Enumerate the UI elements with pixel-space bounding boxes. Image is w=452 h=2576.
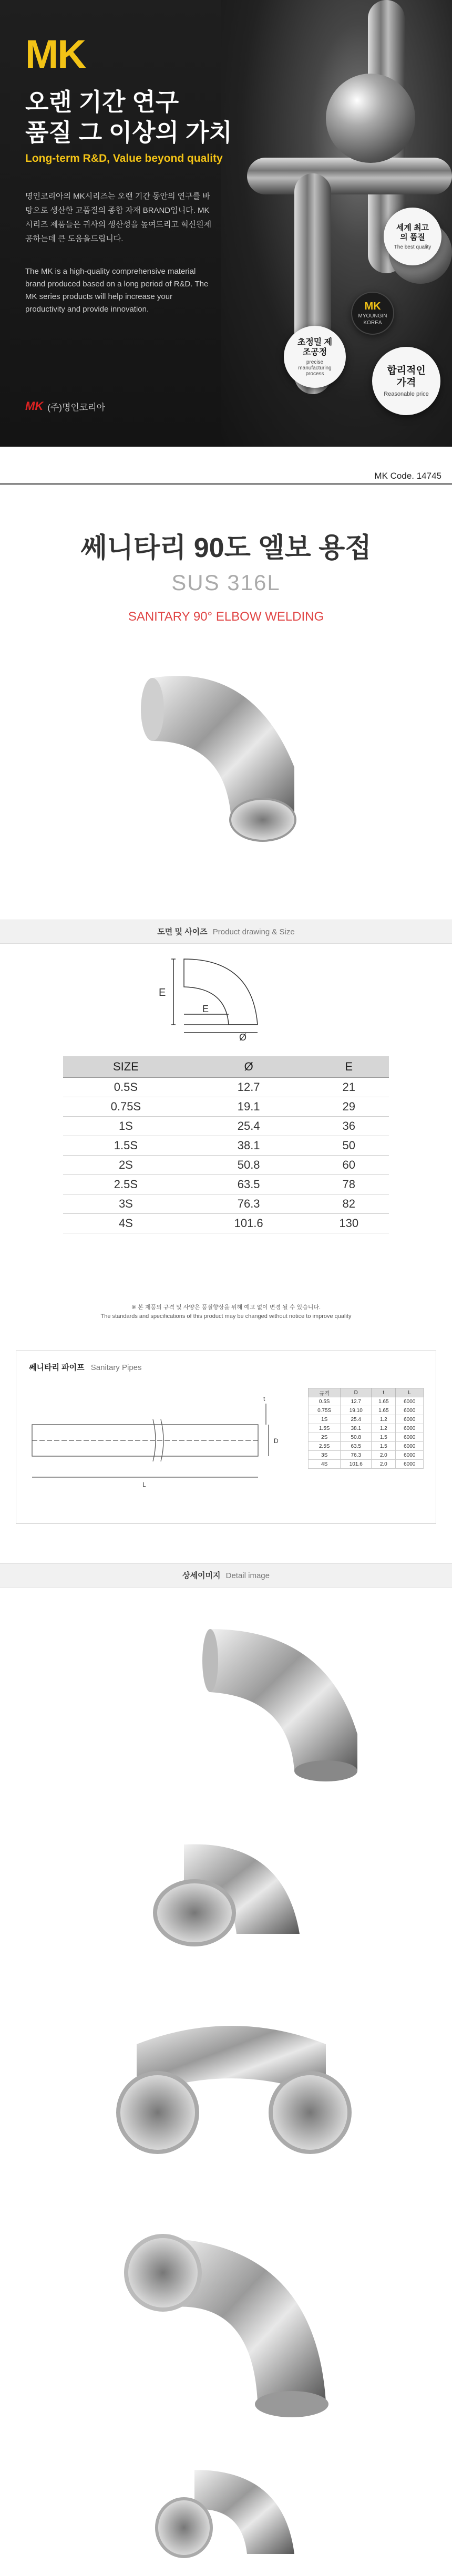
steel-valve-image: [326, 74, 415, 163]
table-cell: 1.5: [372, 1442, 396, 1451]
table-cell: 60: [309, 1155, 389, 1174]
table-cell: 36: [309, 1116, 389, 1136]
table-cell: 6000: [396, 1451, 424, 1460]
table-cell: 1.5S: [309, 1424, 341, 1433]
table-cell: 2.0: [372, 1451, 396, 1460]
table-cell: 63.5: [341, 1442, 372, 1451]
table-cell: 25.4: [189, 1116, 309, 1136]
table-cell: 0.75S: [63, 1097, 189, 1116]
detail-image-3: [105, 2013, 357, 2160]
table-row: [309, 1460, 424, 1469]
table-cell: 6000: [396, 1460, 424, 1469]
column-header: E: [309, 1056, 389, 1077]
table-cell: 6000: [396, 1424, 424, 1433]
table-cell: 76.3: [341, 1451, 372, 1460]
table-cell: 63.5: [189, 1174, 309, 1194]
column-header: Ø: [189, 1056, 309, 1077]
product-title-en: SANITARY 90° ELBOW WELDING: [128, 610, 324, 624]
pipe-label-t: t: [263, 1395, 265, 1403]
table-row: [63, 1155, 389, 1174]
table-cell: 6000: [396, 1442, 424, 1451]
headline-line-2: 품질 그 이상의 가치: [25, 119, 232, 146]
elbow-technical-drawing: [152, 951, 310, 1040]
table-row: [63, 1174, 389, 1194]
table-header-row: [63, 1056, 389, 1077]
table-cell: 2.5S: [63, 1174, 189, 1194]
table-row: [309, 1451, 424, 1460]
quality-badge: 세계 최고의 품질 The best quality: [384, 208, 441, 265]
table-cell: 6000: [396, 1397, 424, 1406]
table-header-row: 규격 D t L: [309, 1388, 424, 1397]
table-cell: 4S: [63, 1213, 189, 1233]
table-cell: 50.8: [341, 1433, 372, 1442]
table-row: [63, 1116, 389, 1136]
pipe-label-l: L: [142, 1481, 146, 1488]
product-code: MK Code. 14745: [374, 471, 441, 481]
table-cell: 21: [309, 1077, 389, 1097]
pipe-drawing: [27, 1388, 300, 1493]
product-grade: SUS 316L: [171, 570, 281, 595]
table-cell: 38.1: [189, 1136, 309, 1155]
table-cell: 50.8: [189, 1155, 309, 1174]
dimension-e-horizontal: E: [202, 1004, 209, 1014]
table-cell: 1.2: [372, 1424, 396, 1433]
brand-logo: MK: [25, 32, 86, 77]
mk-korea-badge: MK MYOUNGIN KOREA: [351, 292, 394, 335]
table-cell: 78: [309, 1174, 389, 1194]
banner-headline: [25, 87, 232, 148]
sanitary-pipes-panel: [16, 1351, 436, 1524]
sanitary-pipes-title: 쎄니타리 파이프 Sanitary Pipes: [29, 1363, 142, 1372]
size-table: [63, 1056, 389, 1233]
table-cell: 4S: [309, 1460, 341, 1469]
table-cell: 0.5S: [309, 1397, 341, 1406]
table-cell: 0.5S: [63, 1077, 189, 1097]
table-cell: 1.65: [372, 1406, 396, 1415]
table-cell: 1.2: [372, 1415, 396, 1424]
table-cell: 12.7: [189, 1077, 309, 1097]
column-header: SIZE: [63, 1056, 189, 1077]
product-title-ko: 쎄니타리 90도 엘보 용접: [80, 533, 372, 563]
table-cell: 19.1: [189, 1097, 309, 1116]
table-cell: 1S: [309, 1415, 341, 1424]
banner-tagline: Long-term R&D, Value beyond quality: [25, 152, 223, 164]
table-cell: 1.5: [372, 1433, 396, 1442]
detail-image-4: [116, 2228, 342, 2428]
detail-section-header: 상세이미지 Detail image: [0, 1563, 452, 1588]
dimension-e-vertical: E: [159, 987, 166, 998]
table-row: [63, 1213, 389, 1233]
table-cell: 12.7: [341, 1397, 372, 1406]
table-cell: 2S: [63, 1155, 189, 1174]
table-cell: 1.5S: [63, 1136, 189, 1155]
table-cell: 50: [309, 1136, 389, 1155]
drawing-section-header: 도면 및 사이즈 Product drawing & Size: [0, 920, 452, 944]
headline-line-1: 오랜 기간 연구: [25, 88, 179, 116]
brand-banner: [0, 0, 452, 447]
table-cell: 2.5S: [309, 1442, 341, 1451]
table-row: [63, 1136, 389, 1155]
table-row: [63, 1194, 389, 1213]
table-cell: 19.10: [341, 1406, 372, 1415]
table-cell: 0.75S: [309, 1406, 341, 1415]
steel-pipe-image: [247, 158, 452, 194]
price-badge: 합리적인 가격 Reasonable price: [372, 347, 440, 415]
banner-description-ko: 명인코리아의 MK시리즈는 오랜 기간 동안의 연구를 바탕으로 생산한 고품질의 종합 자재 BRAND입니다. MK 시리즈 제품들은 귀사의 생산성을 높여드리고 혁신원제공하는데 큰 도움을드립니다.: [25, 192, 212, 243]
table-cell: 2.0: [372, 1460, 396, 1469]
table-cell: 6000: [396, 1433, 424, 1442]
table-cell: 130: [309, 1213, 389, 1233]
table-cell: 38.1: [341, 1424, 372, 1433]
spec-change-note: ※ 본 제품의 규격 및 사양은 품질향상을 위해 예고 없이 변경 될 수 있습니다. The standards and specifications of this product may be changed without notice to improve quality: [100, 1304, 352, 1320]
table-cell: 6000: [396, 1415, 424, 1424]
dimension-diameter: Ø: [239, 1032, 247, 1040]
table-cell: 2S: [309, 1433, 341, 1442]
table-row: [309, 1406, 424, 1415]
detail-image-2: [152, 1829, 310, 1955]
table-row: [309, 1397, 424, 1406]
table-row: [309, 1424, 424, 1433]
table-row: [63, 1077, 389, 1097]
precision-badge: 초정밀 제조공정 precise manufacturing process: [284, 326, 346, 388]
sanitary-pipe-table: [308, 1388, 424, 1469]
table-row: [309, 1442, 424, 1451]
table-cell: 76.3: [189, 1194, 309, 1213]
table-cell: 82: [309, 1194, 389, 1213]
elbow-product-image: [131, 646, 331, 867]
table-cell: 25.4: [341, 1415, 372, 1424]
table-cell: 6000: [396, 1406, 424, 1415]
banner-description-en: The MK is a high-quality comprehensive material brand produced based on a long period of R&D. The MK series products will help increase your productivity and provide innovation.: [25, 267, 209, 314]
pipe-label-d: D: [274, 1437, 279, 1445]
table-cell: 101.6: [341, 1460, 372, 1469]
table-cell: 1.65: [372, 1397, 396, 1406]
detail-image-5: [152, 2459, 310, 2564]
table-cell: 1S: [63, 1116, 189, 1136]
table-row: [309, 1433, 424, 1442]
table-cell: 3S: [309, 1451, 341, 1460]
table-cell: 101.6: [189, 1213, 309, 1233]
table-row: [63, 1097, 389, 1116]
table-cell: 29: [309, 1097, 389, 1116]
detail-image-1: [200, 1619, 368, 1781]
table-cell: 3S: [63, 1194, 189, 1213]
table-row: [309, 1415, 424, 1424]
product-code-bar: [0, 471, 452, 485]
company-logo: MK (주)명인코리아: [25, 399, 106, 413]
